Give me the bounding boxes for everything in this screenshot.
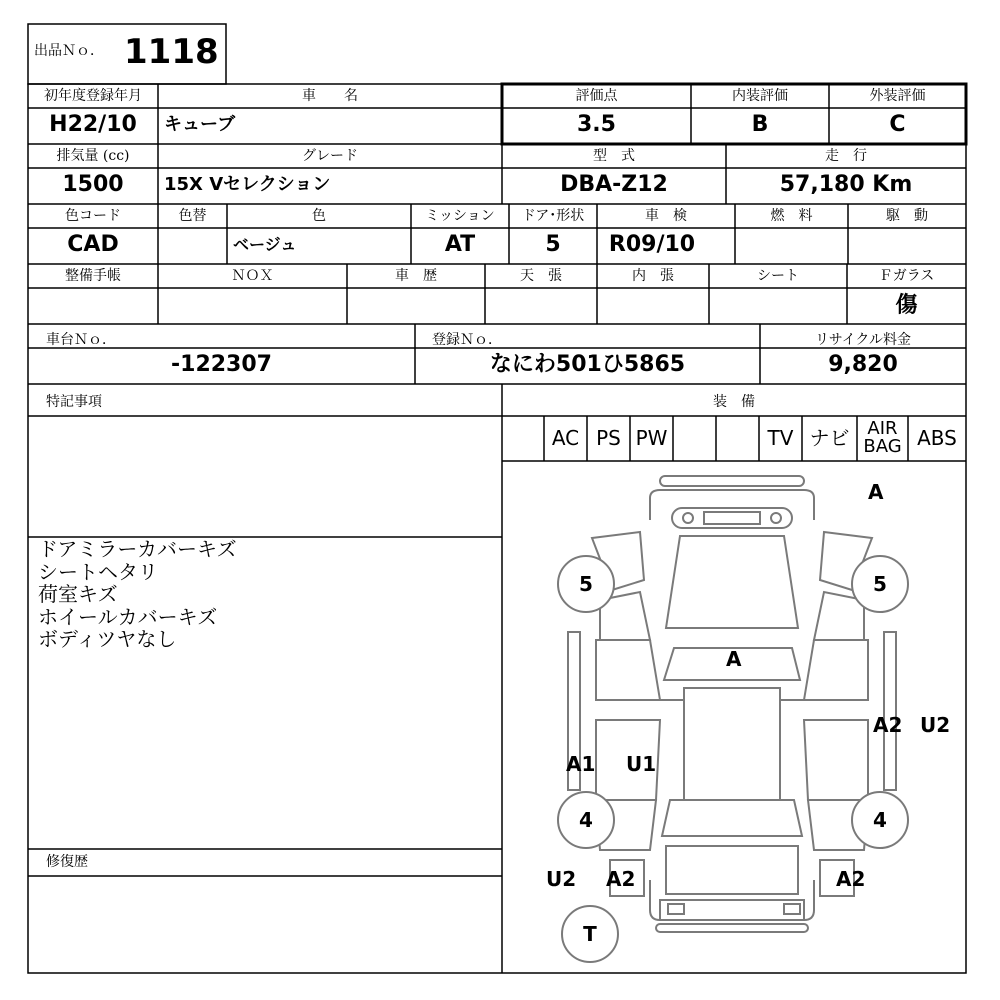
- inspection-value: R09/10: [608, 232, 696, 257]
- registration-number-label: 登録Ｎｏ．: [432, 332, 502, 348]
- special-notes-list: [38, 538, 237, 651]
- mark-left-rear-tire: 4: [579, 808, 593, 832]
- mark-left-rear-u2: U2: [546, 867, 577, 891]
- model-label: 型 式: [593, 148, 635, 164]
- equipment-abs: ABS: [917, 426, 957, 450]
- chassis-number-value: -122307: [171, 352, 272, 377]
- mark-windshield: A: [726, 647, 742, 671]
- transmission-value: AT: [444, 232, 476, 257]
- equipment-pw: PW: [635, 426, 668, 450]
- special-notes-label: 特記事項: [46, 394, 102, 410]
- drive-label: 駆 動: [886, 208, 928, 224]
- interior-lining-label: 内 張: [632, 268, 674, 284]
- color-code-value: CAD: [67, 232, 119, 257]
- displacement-value: 1500: [62, 172, 124, 197]
- mark-right-side-u2: U2: [920, 713, 951, 737]
- mark-right-front-tire: 5: [873, 572, 887, 596]
- first-registration-value: H22/10: [49, 112, 137, 137]
- front-glass-label: Ｆガラス: [878, 268, 935, 284]
- note-item: シートヘタリ: [38, 559, 158, 584]
- nox-label: ＮＯＸ: [231, 268, 274, 284]
- mark-right-rear-a2: A2: [836, 867, 866, 891]
- recycle-fee-value: 9,820: [828, 352, 898, 377]
- equipment-ps: PS: [596, 426, 621, 450]
- equipment-ac: AC: [551, 426, 580, 450]
- mark-left-side-u1: U1: [626, 752, 657, 776]
- note-item: 荷室キズ: [38, 582, 118, 606]
- mark-left-side-a1: A1: [566, 752, 596, 776]
- displacement-label: 排気量 (cc): [56, 148, 130, 164]
- note-item: ホイールカバーキズ: [38, 604, 218, 629]
- mark-left-front-tire: 5: [579, 572, 593, 596]
- grade-label: グレード: [302, 148, 358, 164]
- doors-label: ドア･形状: [521, 208, 585, 224]
- maintenance-book-label: 整備手帳: [65, 268, 121, 284]
- color-label: 色: [312, 208, 326, 224]
- inspection-label: 車 検: [645, 208, 687, 224]
- recycle-fee-label: リサイクル料金: [814, 332, 912, 348]
- lot-number-label: 出品Ｎｏ．: [34, 43, 104, 59]
- first-registration-label: 初年度登録年月: [44, 88, 142, 104]
- exterior-grade-label: 外装評価: [869, 88, 926, 104]
- front-glass-value: 傷: [895, 293, 918, 318]
- airbag-top-text: AIR: [867, 418, 898, 439]
- mileage-label: 走 行: [825, 148, 867, 164]
- equipment-navi: ナビ: [809, 426, 850, 450]
- mark-right-rear-tire: 4: [873, 808, 887, 832]
- equipment-label: 装 備: [713, 394, 755, 410]
- mark-spare-tire: T: [583, 922, 597, 946]
- grade-value: 15X Vセレクション: [164, 174, 331, 195]
- registration-number-value: なにわ501ひ5865: [489, 352, 686, 377]
- equipment-airbag: [857, 420, 908, 456]
- interior-grade-value: B: [751, 112, 769, 137]
- interior-grade-label: 内装評価: [732, 88, 788, 104]
- exterior-grade-value: C: [889, 112, 906, 137]
- car-name-label: 車 名: [302, 88, 358, 104]
- doors-value: 5: [545, 232, 561, 257]
- score-label: 評価点: [575, 88, 618, 104]
- mileage-value: 57,180 Km: [779, 172, 913, 197]
- car-name-value: キューブ: [164, 114, 236, 135]
- mark-right-side-a2: A2: [873, 713, 903, 737]
- color-code-label: 色コード: [65, 208, 121, 224]
- repair-history-label: 修復歴: [46, 854, 88, 870]
- model-value: DBA-Z12: [560, 172, 668, 197]
- repaint-label: 色替: [178, 208, 207, 224]
- color-value: ベージュ: [233, 235, 297, 254]
- mark-left-rear-a2: A2: [606, 867, 636, 891]
- note-item: ドアミラーカバーキズ: [38, 537, 237, 561]
- transmission-label: ミッション: [425, 208, 495, 224]
- airbag-bottom-text: BAG: [863, 436, 902, 457]
- headliner-label: 天 張: [520, 268, 562, 284]
- fuel-label: 燃 料: [770, 208, 813, 224]
- score-value: 3.5: [577, 112, 616, 137]
- note-item: ボディツヤなし: [38, 627, 177, 651]
- seat-label: シート: [757, 268, 799, 284]
- equipment-tv: TV: [767, 426, 794, 450]
- vehicle-history-label: 車 歴: [395, 268, 437, 284]
- chassis-number-label: 車台Ｎｏ．: [46, 332, 116, 348]
- lot-number: 1118: [124, 32, 219, 72]
- mark-front-bumper: A: [868, 480, 884, 504]
